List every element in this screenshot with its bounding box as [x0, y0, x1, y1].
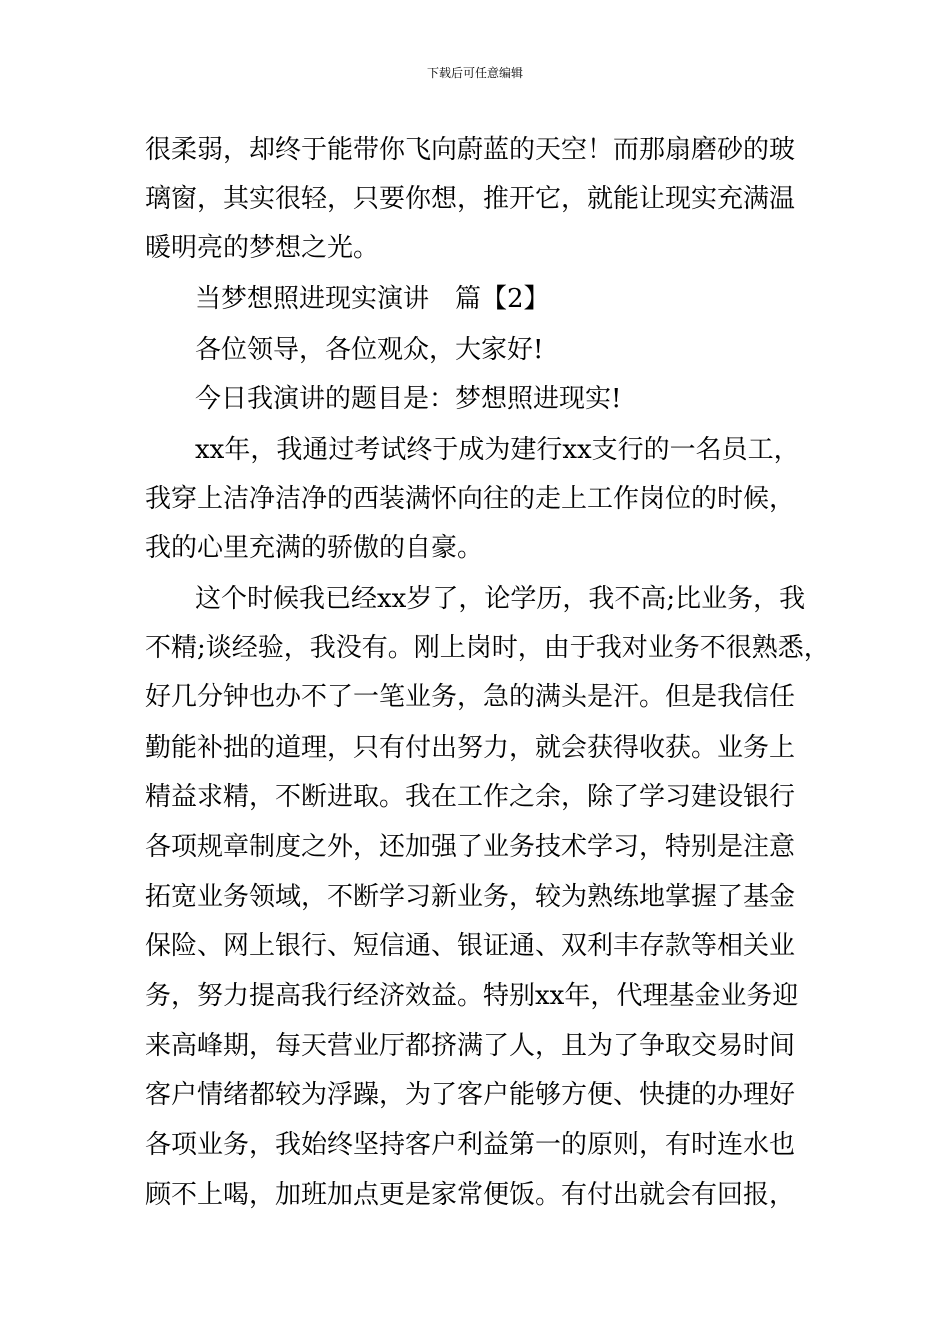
text-line: 我的心里充满的骄傲的自豪。 — [145, 533, 484, 563]
text-line: 我穿上洁净洁净的西装满怀向往的走上工作岗位的时候， — [145, 484, 796, 514]
text-line: 各项业务，我始终坚持客户利益第一的原则，有时连水也 — [145, 1130, 796, 1160]
section-heading: 当梦想照进现实演讲 篇【2】 — [195, 284, 550, 314]
text-line: 不精;谈经验，我没有。刚上岗时，由于我对业务不很熟悉， — [145, 633, 830, 663]
text-line: 精益求精，不断进取。我在工作之余，除了学习建设银行 — [145, 782, 796, 812]
text-line: 顾不上喝，加班加点更是家常便饭。有付出就会有回报， — [145, 1180, 796, 1210]
text-line: 保险、网上银行、短信通、银证通、双利丰存款等相关业 — [145, 931, 796, 961]
text-line: 璃窗，其实很轻，只要你想，推开它，就能让现实充满温 — [145, 184, 796, 214]
text-line: 很柔弱，却终于能带你飞向蔚蓝的天空！而那扇磨砂的玻 — [145, 135, 796, 165]
text-line: 来高峰期，每天营业厅都挤满了人，且为了争取交易时间 — [145, 1031, 796, 1061]
text-line: 各位领导，各位观众，大家好! — [195, 335, 544, 365]
text-line: 务，努力提高我行经济效益。特别xx年，代理基金业务迎 — [145, 981, 799, 1011]
text-line: 拓宽业务领域，不断学习新业务，较为熟练地掌握了基金 — [145, 882, 796, 912]
text-line: 今日我演讲的题目是：梦想照进现实! — [195, 384, 622, 414]
text-line: xx年，我通过考试终于成为建行xx支行的一名员工， — [195, 435, 800, 465]
text-line: 各项规章制度之外，还加强了业务技术学习，特别是注意 — [145, 832, 796, 862]
page-header-note: 下载后可任意编辑 — [426, 66, 523, 80]
text-line: 客户情绪都较为浮躁，为了客户能够方便、快捷的办理好 — [145, 1080, 796, 1110]
text-line: 这个时候我已经xx岁了，论学历，我不高;比业务，我 — [195, 584, 806, 614]
text-line: 勤能补拙的道理，只有付出努力，就会获得收获。业务上 — [145, 733, 796, 763]
text-line: 好几分钟也办不了一笔业务，急的满头是汗。但是我信任 — [145, 682, 796, 712]
text-line: 暖明亮的梦想之光。 — [145, 233, 380, 263]
